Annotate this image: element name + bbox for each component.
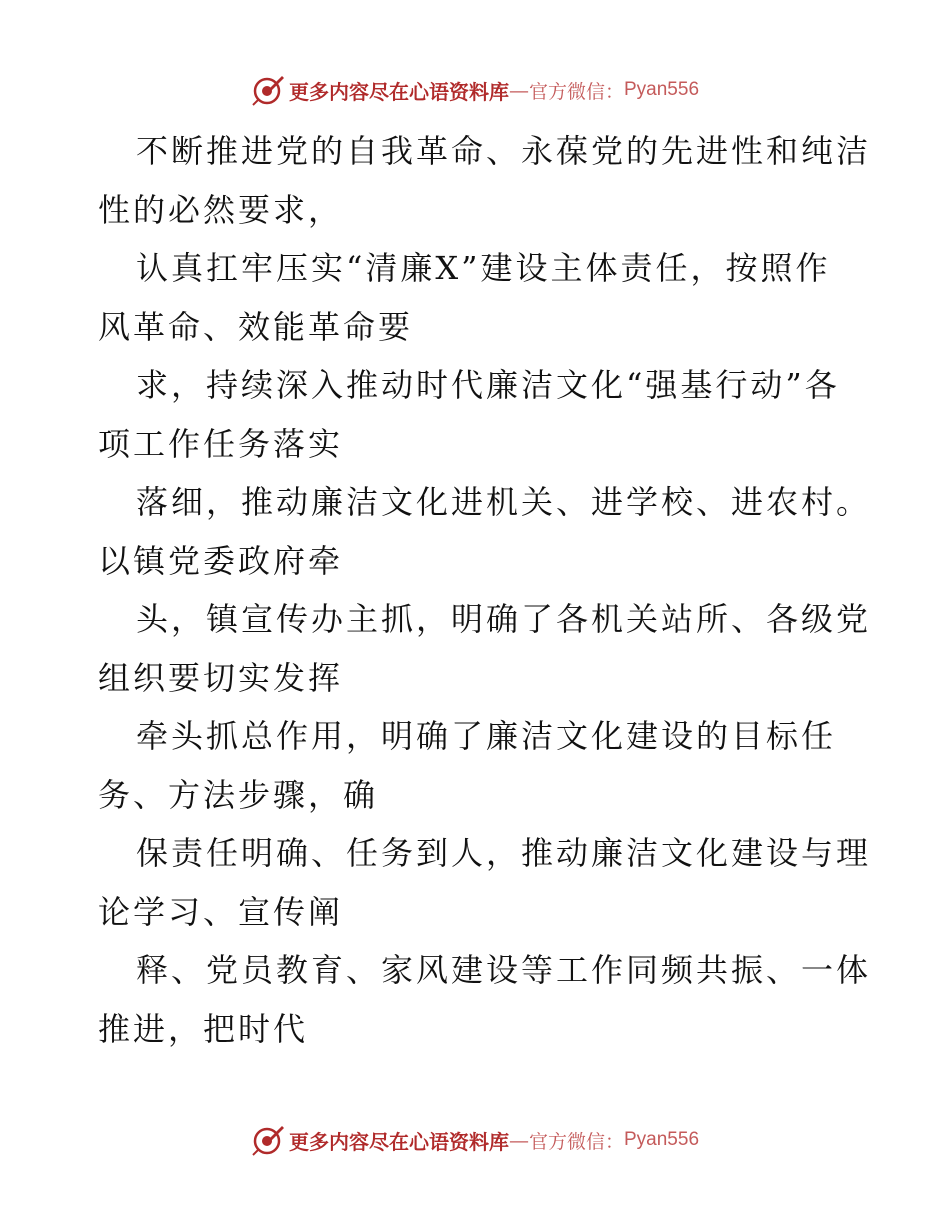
footer-wechat-id: Pyan556 <box>624 1129 700 1150</box>
body-line: 头，镇宣传办主抓，明确了各机关站所、各级党 <box>136 600 872 638</box>
body-line: 释、党员教育、家风建设等工作同频共振、一体 <box>136 951 872 989</box>
body-line: 求，持续深入推动时代廉洁文化“强基行动”各 <box>136 366 840 404</box>
body-line: 性的必然要求， <box>98 190 344 229</box>
header-banner <box>0 70 950 110</box>
header-brand-text: 更多内容尽在心语资料库 <box>288 79 509 104</box>
header-separator: — <box>508 78 529 102</box>
body-line: 不断推进党的自我革命、永葆党的先进性和纯洁 <box>136 132 872 170</box>
body-line: 组织要切实发挥 <box>98 658 344 697</box>
header-wechat-label: 官方微信： <box>528 80 624 103</box>
document-body <box>98 122 872 1058</box>
body-line: 以镇党委政府牵 <box>98 541 344 580</box>
body-line: 推进，把时代 <box>98 1009 309 1048</box>
quill-logo-icon <box>251 1123 285 1157</box>
body-line: 认真扛牢压实“清廉X”建设主体责任，按照作 <box>136 249 831 287</box>
footer-brand-text: 更多内容尽在心语资料库 <box>288 1129 509 1154</box>
body-line: 论学习、宣传阐 <box>98 892 344 931</box>
footer-wechat-label: 官方微信： <box>528 1130 624 1153</box>
header-wechat-id: Pyan556 <box>624 79 700 100</box>
body-line: 牵头抓总作用，明确了廉洁文化建设的目标任 <box>136 717 837 755</box>
footer-separator: — <box>508 1128 529 1152</box>
body-line: 务、方法步骤，确 <box>98 775 379 814</box>
body-line: 落细，推动廉洁文化进机关、进学校、进农村。 <box>136 483 872 521</box>
footer-banner <box>0 1120 950 1160</box>
body-line: 项工作任务落实 <box>98 424 344 463</box>
quill-logo-icon <box>251 73 285 107</box>
body-line: 风革命、效能革命要 <box>98 307 414 346</box>
body-line: 保责任明确、任务到人，推动廉洁文化建设与理 <box>136 834 872 872</box>
